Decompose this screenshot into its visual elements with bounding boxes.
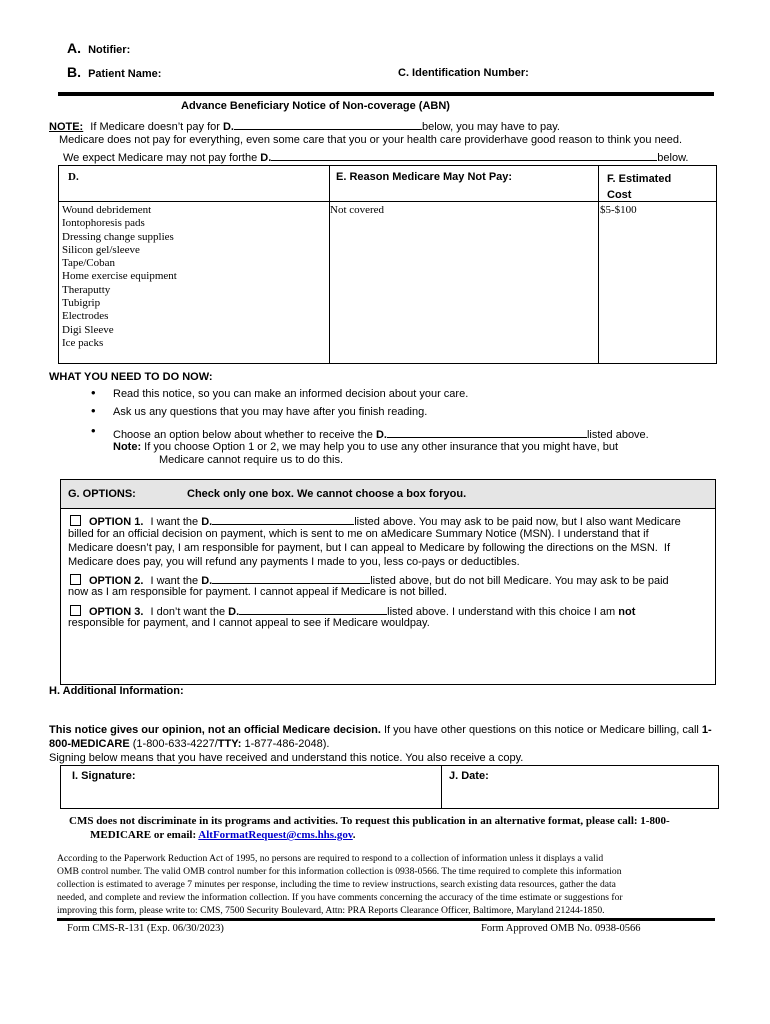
table-col-divider-1 bbox=[329, 166, 330, 363]
bullet-3: • bbox=[91, 423, 96, 438]
service-item: Silicon gel/sleeve bbox=[62, 243, 140, 256]
opinion-number-start: 1- bbox=[701, 724, 712, 736]
service-item: Wound debridement bbox=[62, 204, 152, 216]
todo-item-1: Read this notice, so you can make an informed decision about your care. bbox=[113, 388, 469, 400]
option-3-line-1 bbox=[70, 603, 635, 618]
note-line-2: Medicare does not pay for everything, even some care that you or your health care providerhave good reason to think you need. bbox=[59, 134, 683, 146]
col-header-reason: E. Reason Medicare May Not Pay: bbox=[336, 171, 513, 183]
options-instruction: Check only one box. We cannot choose a box foryou. bbox=[187, 488, 467, 500]
cms-email-period: . bbox=[352, 829, 356, 841]
todo-item-3-d: D. bbox=[375, 429, 387, 441]
patient-name-label: Patient Name: bbox=[88, 68, 162, 80]
note-line-3 bbox=[63, 149, 689, 164]
header-divider bbox=[58, 92, 714, 96]
opinion-line-1 bbox=[49, 724, 712, 736]
option-1-checkbox[interactable] bbox=[70, 515, 81, 526]
note-line-3-blank bbox=[271, 149, 657, 161]
form-title: Advance Beneficiary Notice of Non-coverage (ABN) bbox=[181, 100, 450, 112]
note-line-3-text: We expect Medicare may not pay forthe bbox=[63, 152, 258, 164]
cms-email-link[interactable]: AltFormatRequest@cms.hhs.gov bbox=[198, 829, 353, 841]
option-1-blank bbox=[212, 513, 354, 525]
service-item: Theraputty bbox=[62, 283, 111, 296]
option-1-line-3 bbox=[68, 542, 670, 554]
option-2-blank bbox=[212, 572, 370, 584]
option-2-d: D. bbox=[201, 575, 213, 587]
opinion-bold: This notice gives our opinion, not an official Medicare decision. bbox=[49, 724, 381, 736]
todo-item-3-end: listed above. bbox=[586, 429, 649, 441]
option-1-text-end: listed above. You may ask to be paid now, but I also want Medicare bbox=[354, 516, 681, 528]
tty-number: 1-877-486-2048). bbox=[244, 738, 330, 750]
bullet-1: • bbox=[91, 385, 96, 400]
signature-box bbox=[60, 765, 719, 809]
note-label: NOTE: bbox=[49, 121, 84, 133]
service-item: Digi Sleeve bbox=[62, 323, 114, 336]
patient-name-row bbox=[67, 64, 161, 80]
col-header-cost bbox=[607, 171, 671, 203]
notifier-label: Notifier: bbox=[88, 44, 131, 56]
col-header-cost-line2: Cost bbox=[607, 189, 632, 201]
footer-divider bbox=[57, 918, 715, 921]
note-text-end: below, you may have to pay. bbox=[421, 121, 560, 133]
option-3-text: I don’t want the bbox=[150, 606, 226, 618]
opinion-line-2 bbox=[49, 738, 329, 750]
table-col-divider-2 bbox=[598, 166, 599, 363]
services-table bbox=[58, 165, 717, 364]
field-letter-a: A. bbox=[67, 40, 81, 56]
signature-label: I. Signature: bbox=[72, 770, 136, 782]
note-line-3-d: D. bbox=[260, 152, 272, 164]
note-line-3-end: below. bbox=[657, 152, 689, 164]
note-line-1 bbox=[49, 118, 560, 133]
paperwork-reduction-notice bbox=[57, 852, 623, 917]
option-2-text-end: listed above, but do not bill Medicare. You may ask to be paid bbox=[370, 575, 669, 587]
option-3-line-2: responsible for payment, and I cannot appeal to see if Medicare wouldpay. bbox=[68, 617, 430, 629]
date-field[interactable] bbox=[445, 786, 715, 806]
option-2-checkbox[interactable] bbox=[70, 574, 81, 585]
col-header-cost-line1: F. Estimated bbox=[607, 173, 672, 185]
date-label: J. Date: bbox=[449, 770, 489, 782]
todo-item-3-text: Choose an option below about whether to receive the bbox=[113, 429, 373, 441]
todo-note-line-2: Medicare cannot require us to do this. bbox=[159, 454, 344, 466]
signing-notice: Signing below means that you have received and understand this notice. You also receive a copy. bbox=[49, 752, 524, 764]
paperwork-line: OMB control number. The valid OMB control number for this information collection is 0938-0566. The time required to complete this information bbox=[57, 866, 622, 877]
options-box bbox=[60, 479, 716, 685]
option-1-line-2: billed for an official decision on payment, which is sent to me on aMedicare Summary Notice (MSN). I understand that if bbox=[68, 528, 649, 540]
note-d-blank bbox=[234, 118, 422, 130]
paperwork-line: improving this form, please write to: CMS, 7500 Security Boulevard, Attn: PRA Reports Clearance Officer, Baltimore, Maryland 21244-1850. bbox=[57, 905, 605, 916]
cms-notice-line-1: CMS does not discriminate in its programs and activities. To request this publication in an alternative format, please call: 1-800- bbox=[69, 815, 670, 827]
signature-field[interactable] bbox=[63, 786, 437, 806]
tty-label: TTY: bbox=[217, 738, 242, 750]
service-item: Tubigrip bbox=[62, 297, 101, 310]
opinion-text: If you have other questions on this notice or Medicare billing, call bbox=[383, 724, 699, 736]
option-1-line-1 bbox=[70, 513, 681, 528]
service-item: Ice packs bbox=[62, 336, 104, 349]
paperwork-line: collection is estimated to average 7 minutes per response, including the time to review instructions, search existing data resources, gather the data bbox=[57, 879, 616, 890]
todo-item-3-blank bbox=[387, 426, 587, 438]
note-d-label: D. bbox=[222, 121, 234, 133]
service-item: Dressing change supplies bbox=[62, 230, 174, 243]
option-2-line-2: now as I am responsible for payment. I cannot appeal if Medicare is not billed. bbox=[68, 586, 448, 598]
option-3-blank bbox=[239, 603, 387, 615]
option-2-label: OPTION 2. bbox=[89, 575, 144, 587]
note-text: If Medicare doesn’t pay for bbox=[90, 121, 220, 133]
service-item: Electrodes bbox=[62, 310, 109, 323]
additional-info-label: H. Additional Information: bbox=[49, 685, 184, 697]
service-items-list bbox=[62, 204, 177, 350]
option-1-text: I want the bbox=[150, 516, 199, 528]
medicare-phone: (1-800-633-4227/ bbox=[132, 738, 218, 750]
option-3-d: D. bbox=[228, 606, 240, 618]
todo-note-text: If you choose Option 1 or 2, we may help you to use any other insurance that you might have, but bbox=[144, 441, 619, 453]
service-item: Tape/Coban bbox=[62, 257, 115, 270]
reason-cell: Not covered bbox=[330, 204, 385, 216]
cms-notice-line-2 bbox=[90, 829, 355, 841]
service-item: Home exercise equipment bbox=[62, 270, 177, 283]
option-3-not: not bbox=[618, 606, 636, 618]
service-item: Iontophoresis pads bbox=[62, 217, 145, 230]
option-2-text: I want the bbox=[150, 575, 199, 587]
identification-number-label: C. Identification Number: bbox=[398, 67, 529, 79]
signature-divider bbox=[441, 766, 442, 808]
todo-heading: WHAT YOU NEED TO DO NOW: bbox=[49, 371, 213, 383]
option-3-label: OPTION 3. bbox=[89, 606, 144, 618]
cms-email-text: MEDICARE or email: bbox=[90, 829, 197, 841]
bullet-2: • bbox=[91, 403, 96, 418]
option-1-label: OPTION 1. bbox=[89, 516, 144, 528]
option-2-line-1 bbox=[70, 572, 669, 587]
cost-cell: $5-$100 bbox=[600, 204, 637, 216]
option-3-text-end: listed above. I understand with this choice I am bbox=[387, 606, 616, 618]
options-label: G. OPTIONS: bbox=[68, 488, 136, 500]
todo-note bbox=[113, 441, 618, 453]
options-header bbox=[61, 480, 715, 509]
todo-item-3 bbox=[113, 426, 649, 441]
footer-form-number: Form CMS-R-131 (Exp. 06/30/2023) bbox=[67, 923, 224, 934]
paperwork-line: According to the Paperwork Reduction Act of 1995, no persons are required to respond to a collection of information unless it displays a valid bbox=[57, 853, 604, 864]
option-3-checkbox[interactable] bbox=[70, 605, 81, 616]
option-1-d: D. bbox=[201, 516, 213, 528]
todo-item-2: Ask us any questions that you may have after you finish reading. bbox=[113, 406, 428, 418]
todo-note-label: Note: bbox=[113, 441, 142, 453]
option-1-line-3-text: Medicare doesn’t pay, I am responsible for payment, but I can appeal to Medicare by following the directions on the MSN. bbox=[68, 542, 658, 554]
col-header-d: D. bbox=[68, 171, 79, 183]
field-letter-b: B. bbox=[67, 64, 81, 80]
notifier-row bbox=[67, 40, 130, 56]
option-1-line-4: Medicare does pay, you will refund any payments I made to you, less co-pays or deductibles. bbox=[68, 556, 520, 568]
medicare-number: 800-MEDICARE bbox=[49, 738, 130, 750]
option-1-line-3-end: If bbox=[663, 542, 671, 554]
paperwork-line: needed, and complete and review the information collection. If you have comments concerning the accuracy of the time estimate or suggestions for bbox=[57, 892, 623, 903]
footer-omb-number: Form Approved OMB No. 0938-0566 bbox=[481, 923, 641, 934]
